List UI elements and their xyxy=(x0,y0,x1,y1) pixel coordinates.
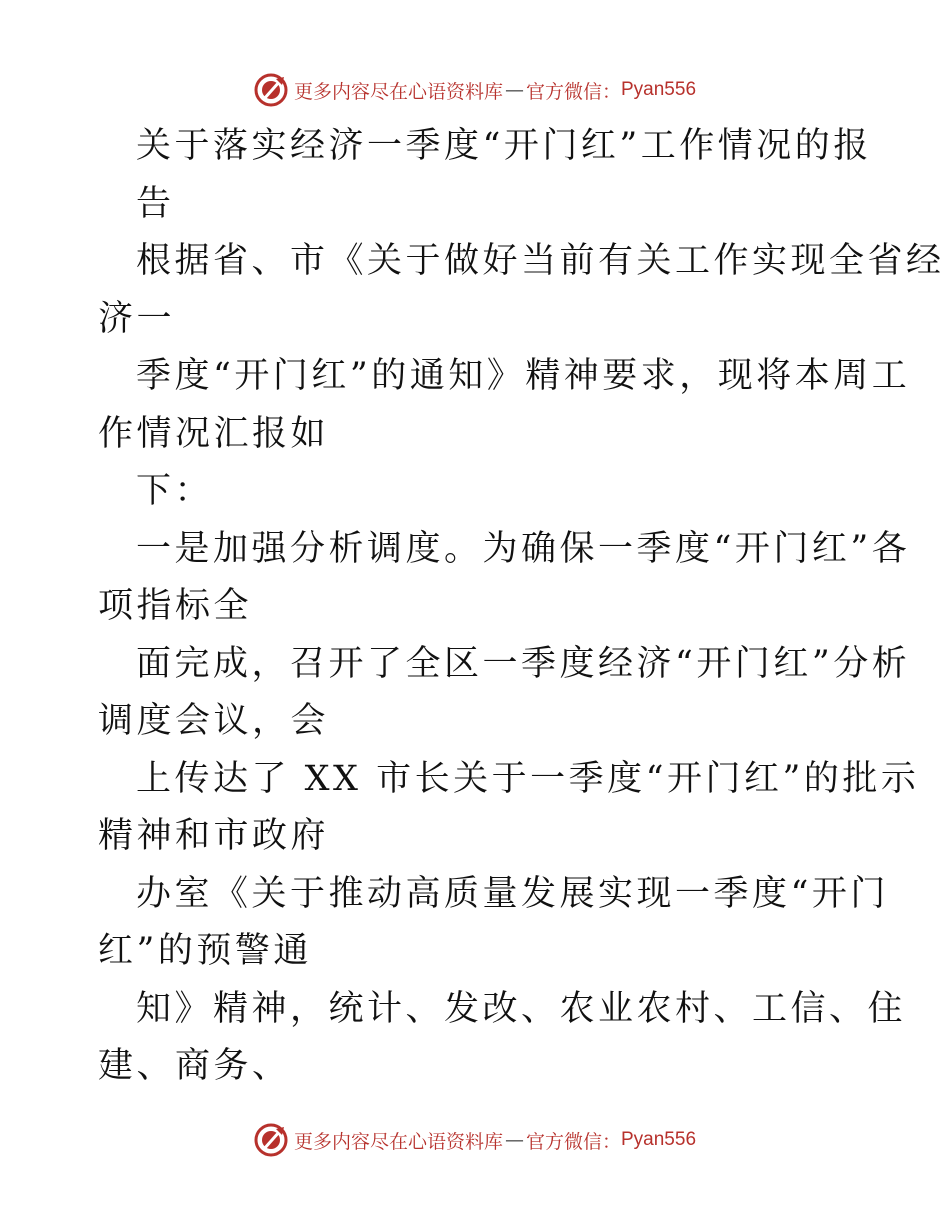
paragraph-line: 季度“开门红”的通知》精神要求，现将本周工 xyxy=(136,356,911,396)
brand-logo-icon xyxy=(254,1123,288,1157)
banner-handle: Pyan556 xyxy=(621,1129,697,1150)
paragraph-line: 作情况汇报如 xyxy=(98,413,330,454)
paragraph-line: 精神和市政府 xyxy=(98,816,330,856)
paragraph-line: 调度会议，会 xyxy=(98,701,330,741)
paragraph-line: 红”的预警通 xyxy=(98,931,312,971)
paragraph-line: 下： xyxy=(136,471,214,511)
paragraph-line: 济一 xyxy=(98,298,176,339)
banner-suffix-text: 官方微信： xyxy=(525,1130,621,1153)
paragraph-line: 建、商务、 xyxy=(98,1046,291,1086)
paragraph-line: 知》精神，统计、发改、农业农村、工信、住 xyxy=(136,988,907,1029)
paragraph-line: 上传达了 XX 市长关于一季度“开门红”的批示 xyxy=(136,758,920,799)
header-watermark-banner xyxy=(0,70,950,110)
banner-main-text: 更多内容尽在心语资料库 xyxy=(293,1130,503,1153)
paragraph-line: 面完成，召开了全区一季度经济“开门红”分析 xyxy=(136,643,911,684)
paragraph-line: 项指标全 xyxy=(98,586,253,626)
banner-handle: Pyan556 xyxy=(621,79,697,100)
brand-logo-icon xyxy=(254,73,288,107)
paragraph-line: 根据省、市《关于做好当前有关工作实现全省经 xyxy=(136,241,945,281)
banner-suffix-text: 官方微信： xyxy=(525,80,621,103)
banner-main-text: 更多内容尽在心语资料库 xyxy=(293,80,503,103)
document-title-line-2: 告 xyxy=(136,183,175,224)
banner-separator: — xyxy=(504,79,524,101)
banner-separator: — xyxy=(504,1129,524,1151)
paragraph-line: 办室《关于推动高质量发展实现一季度“开门 xyxy=(136,873,889,914)
document-title-line-1: 关于落实经济一季度“开门红”工作情况的报 xyxy=(136,126,872,166)
footer-watermark-banner xyxy=(0,1120,950,1160)
document-body xyxy=(98,118,945,1096)
paragraph-line: 一是加强分析调度。为确保一季度“开门红”各 xyxy=(136,528,911,569)
